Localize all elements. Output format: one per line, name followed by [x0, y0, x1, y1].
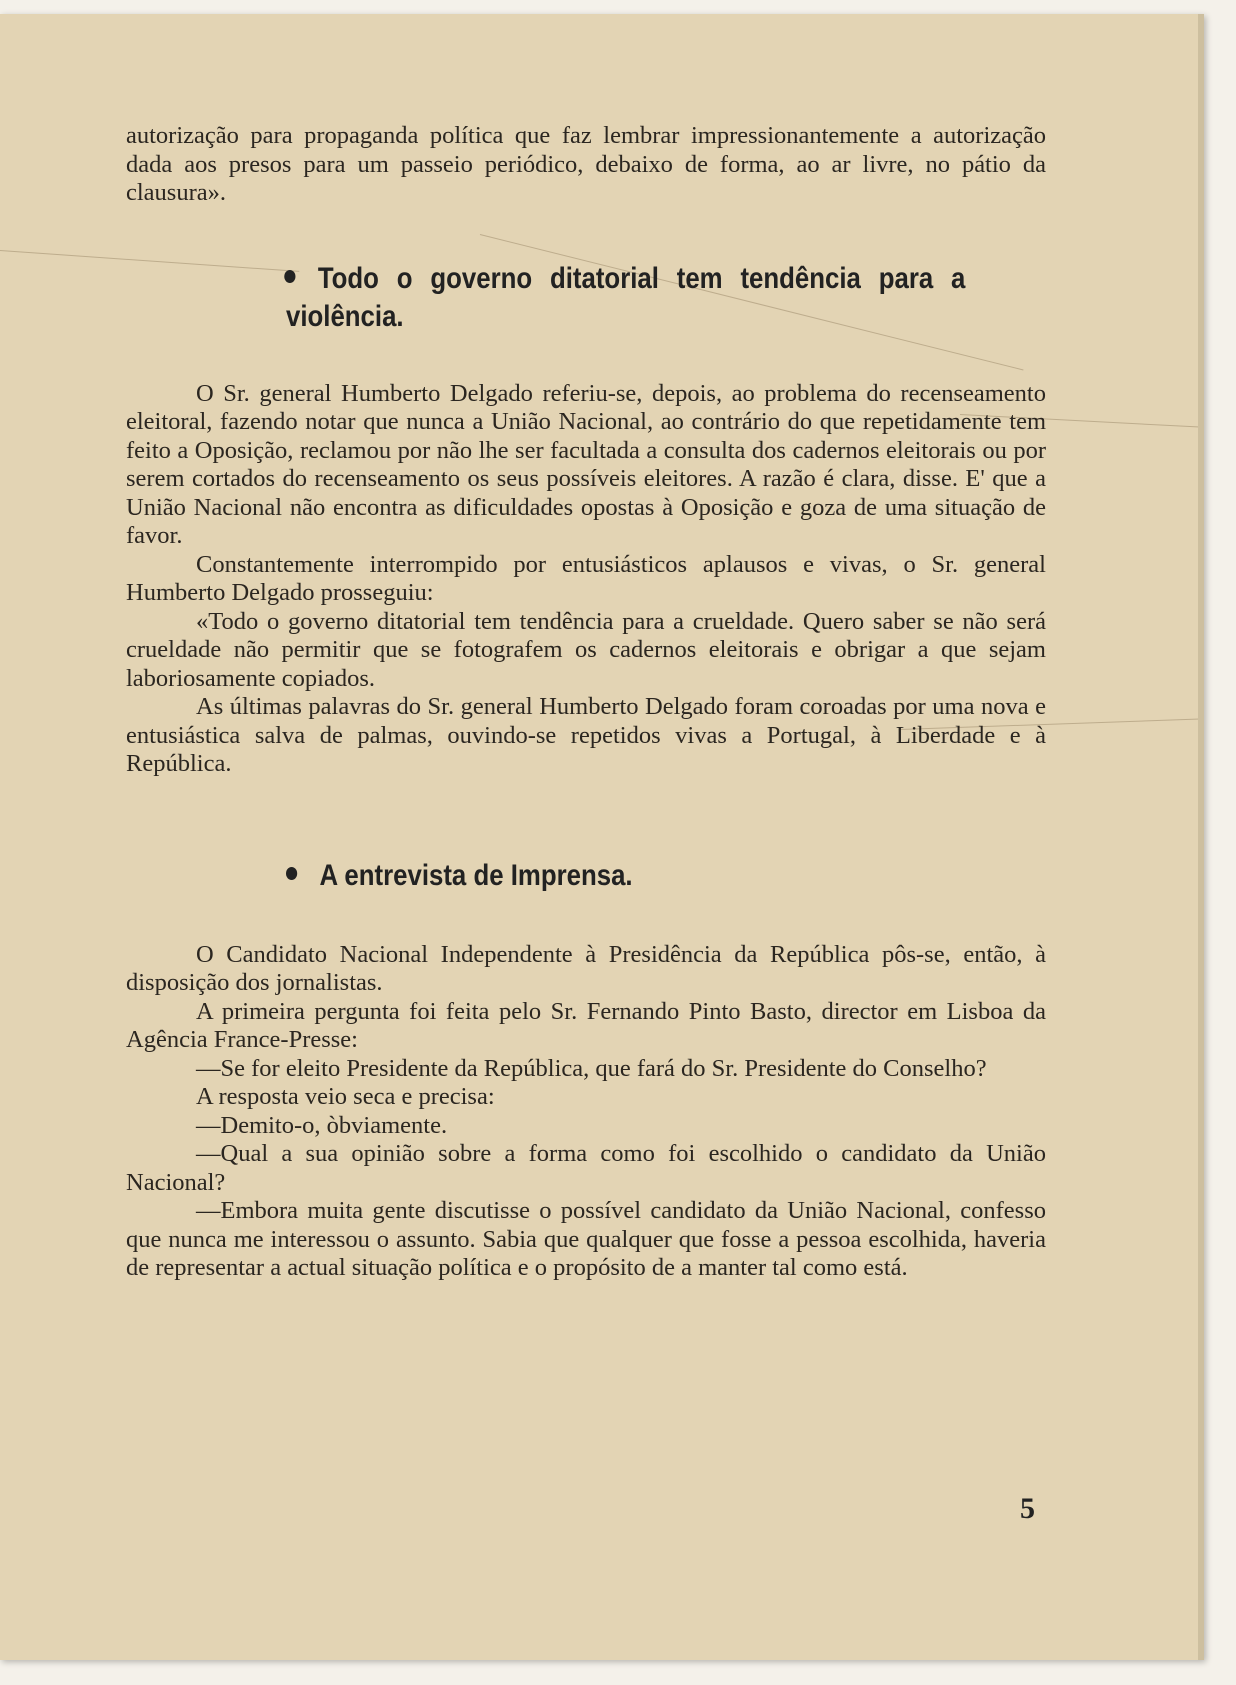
paragraph: «Todo o governo ditatorial tem tendência para a crueldade. Quero saber se não será crueldade não permitir que se fotografem os cadernos eleitorais e obrigar a que sejam laboriosamente copiados.: [126, 607, 1046, 692]
paragraph: Constantemente interrompido por entusiásticos aplausos e vivas, o Sr. general Humberto Delgado prosseguiu:: [126, 550, 1046, 606]
document-page: [0, 14, 1204, 1660]
interview-question: —Qual a sua opinião sobre a forma como foi escolhido o candidato da União Nacional?: [126, 1140, 1046, 1196]
section-heading-violence: [286, 260, 965, 336]
interview-answer: —Embora muita gente discutisse o possível candidato da União Nacional, confesso que nunca me interessou o assunto. Sabia que qualquer que fosse a pessoa escolhida, haveria de representar a actual situação política e o propósito de a manter tal como está.: [126, 1197, 1046, 1281]
section-heading-text: A entrevista de Imprensa.: [319, 858, 633, 892]
interview-answer: —Demito-o, òbviamente.: [196, 1111, 448, 1139]
bullet-icon: [286, 867, 297, 880]
paragraph: O Candidato Nacional Independente à Presidência da República pôs-se, então, à disposição dos jornalistas.: [126, 940, 1046, 996]
interview-question: —Se for eleito Presidente da República, que fará do Sr. Presidente do Conselho?: [196, 1054, 987, 1082]
bullet-icon: [284, 270, 295, 283]
interview-narration: A resposta veio seca e precisa:: [196, 1083, 495, 1110]
intro-paragraph: autorização para propaganda política que faz lembrar impressionantemente a autorização dada aos presos para um passeio periódico, debaixo de forma, ao ar livre, no pátio da clausura».: [126, 122, 1046, 206]
paragraph: A primeira pergunta foi feita pelo Sr. Fernando Pinto Basto, director em Lisboa da Agência France-Presse:: [126, 997, 1046, 1053]
page-number: 5: [1020, 1492, 1035, 1525]
document-body: [126, 122, 1046, 1283]
paragraph: As últimas palavras do Sr. general Humberto Delgado foram coroadas por uma nova e entusiástica salva de palmas, ouvindo-se repetidos vivas a Portugal, à Liberdade e à República.: [126, 693, 1046, 777]
paragraph: O Sr. general Humberto Delgado referiu-se, depois, ao problema do recenseamento eleitoral, fazendo notar que nunca a União Nacional, ao contrário do que repetidamente tem feito a Oposição, reclamou por não lhe ser facultada a consulta dos cadernos eleitorais ou por serem cortados do recenseamento os seus possíveis eleitores. A razão é clara, disse. E' que a União Nacional não encontra as dificuldades opostas à Oposição e goza de uma situação de favor.: [126, 379, 1046, 549]
section-heading-text: Todo o governo ditatorial tem tendência para a violência.: [286, 261, 966, 333]
section-heading-interview: [286, 857, 991, 895]
